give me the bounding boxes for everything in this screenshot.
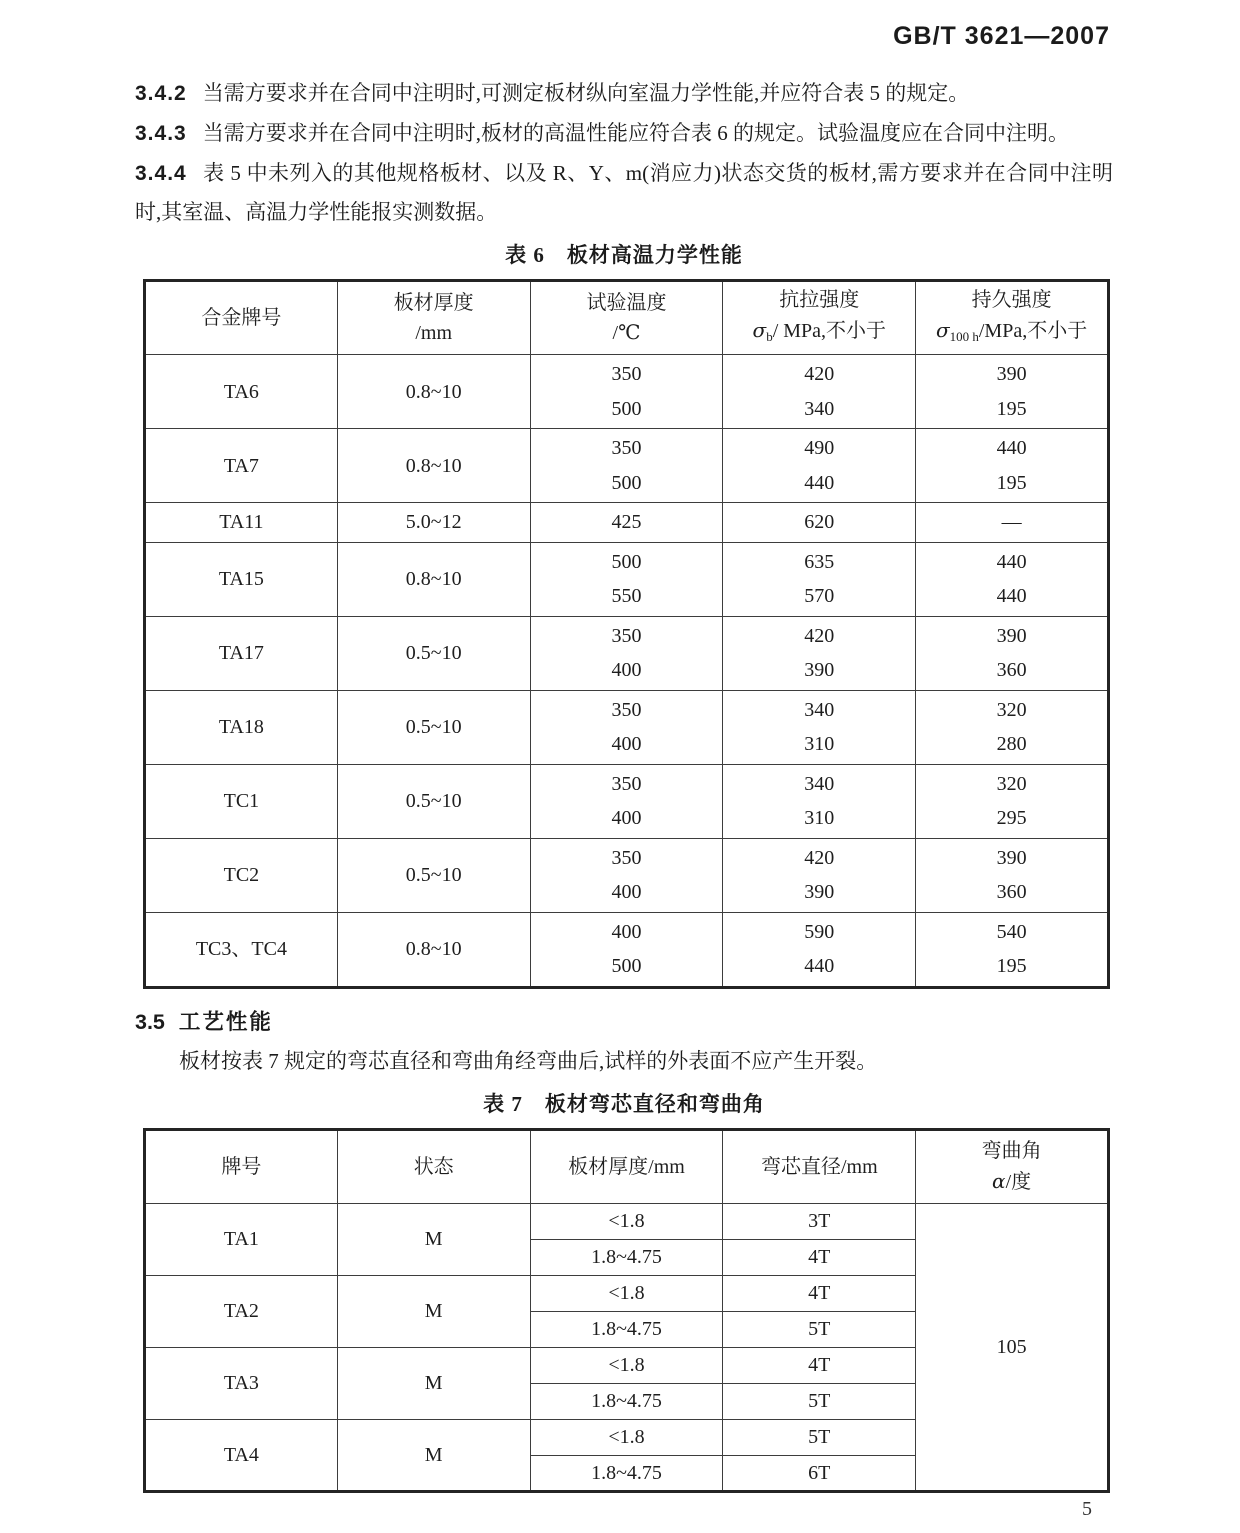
- header-label: 弯芯直径/mm: [760, 1155, 878, 1178]
- state-cell: M: [337, 1419, 530, 1491]
- endurance-cell: [916, 542, 1109, 616]
- sigma-subscript: b: [766, 328, 773, 344]
- table7: [143, 1128, 1110, 1493]
- cell-value: 0.5~10: [405, 642, 462, 664]
- cell-value: 0.5~10: [405, 864, 462, 886]
- table7-body: [145, 1203, 1109, 1491]
- cell-value: 390: [996, 363, 1027, 385]
- alloy-cell: [145, 838, 338, 912]
- table6-title: 表 6 板材高温力学性能: [505, 243, 743, 267]
- endurance-cell: [916, 503, 1109, 543]
- section-number: 3.5: [135, 1009, 165, 1034]
- endurance-cell: [916, 764, 1109, 838]
- table6-row: [145, 503, 1109, 543]
- temperature-cell: [530, 690, 723, 764]
- endurance-cell: [916, 838, 1109, 912]
- temperature-cell: [530, 542, 723, 616]
- thickness-cell: <1.8: [530, 1347, 723, 1383]
- cell-value: TC1: [223, 790, 260, 812]
- table6-body: [145, 355, 1109, 988]
- thickness-cell: <1.8: [530, 1203, 723, 1239]
- tensile-cell: [723, 764, 916, 838]
- cell-value: 310: [804, 807, 835, 829]
- cell-value: 390: [996, 624, 1027, 647]
- section-3-5-heading: [135, 1005, 1113, 1036]
- table6-header-alloy: [145, 281, 338, 355]
- grade-cell: TA1: [145, 1203, 338, 1275]
- table6-row: [145, 616, 1109, 690]
- clause-text: 表 5 中未列入的其他规格板材、以及 R、Y、m(消应力)状态交货的板材,需方要求并在合同中注明时,其室温、高温力学性能报实测数据。: [135, 161, 1113, 224]
- header-unit: [723, 315, 915, 352]
- tensile-cell: [723, 355, 916, 429]
- alloy-cell: [145, 355, 338, 429]
- table6-header-temperature: [530, 281, 723, 355]
- diameter-cell: 5T: [723, 1311, 916, 1347]
- cell-value: 400: [611, 659, 642, 681]
- cell-value: 280: [996, 733, 1027, 755]
- cell-value: TA7: [223, 454, 259, 477]
- cell-value: 620: [804, 511, 835, 533]
- cell-value: 195: [996, 955, 1027, 977]
- sigma-subscript: 100 h: [949, 328, 979, 344]
- cell-value: 500: [611, 397, 642, 420]
- tensile-cell: [723, 503, 916, 543]
- header-label: 合金牌号: [201, 307, 282, 329]
- cell-value: 400: [611, 807, 642, 829]
- alloy-cell: [145, 429, 338, 503]
- cell-value: 500: [611, 955, 642, 977]
- cell-value: 425: [611, 511, 642, 533]
- table6-row: [145, 764, 1109, 838]
- tensile-cell: [723, 616, 916, 690]
- cell-value: 500: [611, 471, 642, 494]
- cell-value: 0.5~10: [405, 716, 462, 738]
- clause-number: 3.4.2: [135, 82, 187, 105]
- cell-value: 350: [611, 846, 642, 869]
- header-unit: /℃: [612, 322, 641, 344]
- thickness-cell: [337, 616, 530, 690]
- diameter-cell: 4T: [723, 1347, 916, 1383]
- cell-value: 195: [996, 397, 1027, 420]
- thickness-cell: [337, 764, 530, 838]
- alloy-cell: [145, 912, 338, 987]
- cell-value: 350: [611, 437, 642, 459]
- cell-value: TA15: [218, 568, 264, 590]
- header-label: 板材厚度: [393, 292, 474, 314]
- thickness-cell: 1.8~4.75: [530, 1311, 723, 1347]
- header-label: 状态: [413, 1155, 454, 1178]
- diameter-cell: 3T: [723, 1203, 916, 1239]
- cell-value: 440: [996, 550, 1027, 573]
- thickness-cell: [337, 912, 530, 987]
- cell-value: 360: [996, 659, 1027, 681]
- cell-value: 350: [611, 624, 642, 647]
- cell-value: 340: [804, 698, 835, 721]
- thickness-cell: 1.8~4.75: [530, 1383, 723, 1419]
- thickness-cell: [337, 429, 530, 503]
- table7-header-row: [145, 1129, 1109, 1203]
- diameter-cell: 6T: [723, 1455, 916, 1491]
- tensile-cell: [723, 690, 916, 764]
- header-unit-text: /MPa,不小于: [978, 319, 1088, 342]
- diameter-cell: 4T: [723, 1239, 916, 1275]
- bend-angle-cell: 105: [916, 1203, 1109, 1491]
- cell-value: 320: [996, 772, 1027, 795]
- header-label: 试验温度: [586, 292, 667, 314]
- cell-value: 195: [996, 471, 1027, 494]
- header-label: 持久强度: [971, 288, 1052, 311]
- cell-value: 540: [996, 920, 1027, 943]
- tensile-cell: [723, 838, 916, 912]
- table6-row: [145, 912, 1109, 987]
- tensile-cell: [723, 429, 916, 503]
- temperature-cell: [530, 764, 723, 838]
- header-unit-text: /度: [1005, 1171, 1032, 1193]
- clause-number: 3.4.4: [135, 162, 187, 185]
- cell-value: 390: [804, 659, 835, 681]
- cell-value: 635: [804, 550, 835, 573]
- cell-value: TC3、TC4: [195, 938, 287, 960]
- endurance-cell: [916, 616, 1109, 690]
- clause-number: 3.4.3: [135, 122, 187, 145]
- cell-value: 350: [611, 698, 642, 721]
- table7-header-state: [337, 1129, 530, 1203]
- table7-header-bend-angle: [916, 1129, 1109, 1203]
- tensile-cell: [723, 542, 916, 616]
- thickness-cell: [337, 838, 530, 912]
- section-title: 工艺性能: [178, 1009, 273, 1034]
- temperature-cell: [530, 503, 723, 543]
- thickness-cell: [337, 542, 530, 616]
- temperature-cell: [530, 616, 723, 690]
- cell-value: TA17: [218, 642, 264, 664]
- cell-value: 5.0~12: [405, 511, 462, 534]
- cell-value: —: [1001, 511, 1022, 533]
- table6-header-thickness: [337, 281, 530, 355]
- header-unit: [916, 315, 1107, 352]
- cell-value: 500: [611, 550, 642, 573]
- sigma-symbol: σ: [752, 317, 767, 342]
- cell-value: 420: [804, 624, 835, 647]
- temperature-cell: [530, 429, 723, 503]
- cell-value: TA18: [218, 716, 264, 738]
- table6-header-tensile: [723, 281, 916, 355]
- cell-value: 350: [611, 363, 642, 385]
- alpha-symbol: α: [992, 1169, 1006, 1193]
- temperature-cell: [530, 838, 723, 912]
- cell-value: 420: [804, 846, 835, 869]
- thickness-cell: [337, 690, 530, 764]
- clause-3-4-3: [135, 114, 1113, 153]
- table6-row: [145, 429, 1109, 503]
- diameter-cell: 5T: [723, 1419, 916, 1455]
- table6-row: [145, 542, 1109, 616]
- grade-cell: TA4: [145, 1419, 338, 1491]
- temperature-cell: [530, 355, 723, 429]
- endurance-cell: [916, 690, 1109, 764]
- alloy-cell: [145, 542, 338, 616]
- table7-title: 表 7 板材弯芯直径和弯曲角: [483, 1091, 765, 1116]
- clause-3-4-4: [135, 154, 1113, 231]
- diameter-cell: 4T: [723, 1275, 916, 1311]
- table7-header-thickness: [530, 1129, 723, 1203]
- standard-code: GB/T 3621—2007: [893, 22, 1110, 50]
- cell-value: 590: [804, 920, 835, 943]
- cell-value: 420: [804, 363, 835, 385]
- cell-value: TC2: [223, 864, 260, 886]
- state-cell: M: [337, 1347, 530, 1419]
- cell-value: 390: [804, 881, 835, 903]
- header-label: 弯曲角: [981, 1140, 1042, 1162]
- cell-value: 440: [804, 471, 835, 494]
- header-unit: /mm: [415, 322, 453, 344]
- table6-header-row: [145, 281, 1109, 355]
- endurance-cell: [916, 355, 1109, 429]
- thickness-cell: <1.8: [530, 1275, 723, 1311]
- section-3-5-body: 板材按表 7 规定的弯芯直径和弯曲角经弯曲后,试样的外表面不应产生开裂。: [179, 1048, 878, 1073]
- cell-value: 490: [804, 437, 835, 459]
- grade-cell: TA3: [145, 1347, 338, 1419]
- page-content: [135, 74, 1113, 1493]
- thickness-cell: [337, 503, 530, 543]
- cell-value: 440: [804, 955, 835, 977]
- thickness-cell: <1.8: [530, 1419, 723, 1455]
- table6-row: [145, 690, 1109, 764]
- alloy-cell: [145, 503, 338, 543]
- header-label: 牌号: [221, 1155, 262, 1178]
- tensile-cell: [723, 912, 916, 987]
- cell-value: 550: [611, 585, 642, 607]
- thickness-cell: [337, 355, 530, 429]
- clause-text: 当需方要求并在合同中注明时,板材的高温性能应符合表 6 的规定。试验温度应在合同中注明。: [202, 121, 1069, 145]
- header-label: 板材厚度/mm: [568, 1155, 685, 1178]
- cell-value: 0.8~10: [405, 938, 462, 960]
- cell-value: 0.5~10: [405, 790, 462, 812]
- alloy-cell: [145, 690, 338, 764]
- clause-text: 当需方要求并在合同中注明时,可测定板材纵向室温力学性能,并应符合表 5 的规定。: [202, 81, 970, 105]
- sigma-symbol: σ: [935, 317, 950, 342]
- cell-value: 390: [996, 846, 1027, 869]
- cell-value: 295: [996, 807, 1027, 829]
- table7-header-diameter: [723, 1129, 916, 1203]
- cell-value: 360: [996, 881, 1027, 903]
- diameter-cell: 5T: [723, 1383, 916, 1419]
- header-unit: [916, 1166, 1107, 1197]
- table7-row: [145, 1203, 1109, 1239]
- cell-value: 340: [804, 772, 835, 795]
- grade-cell: TA2: [145, 1275, 338, 1347]
- alloy-cell: [145, 616, 338, 690]
- cell-value: 400: [611, 733, 642, 755]
- cell-value: 400: [611, 881, 642, 903]
- thickness-cell: 1.8~4.75: [530, 1455, 723, 1491]
- endurance-cell: [916, 429, 1109, 503]
- cell-value: 570: [804, 585, 835, 607]
- cell-value: 440: [996, 585, 1027, 607]
- table7-header-grade: [145, 1129, 338, 1203]
- cell-value: 340: [804, 397, 835, 420]
- table6-row: [145, 838, 1109, 912]
- endurance-cell: [916, 912, 1109, 987]
- state-cell: M: [337, 1203, 530, 1275]
- table6: [143, 279, 1110, 989]
- table6-header-endurance: [916, 281, 1109, 355]
- cell-value: 310: [804, 733, 835, 755]
- page-number: 5: [1082, 1498, 1092, 1520]
- cell-value: 0.8~10: [405, 380, 462, 403]
- cell-value: 320: [996, 698, 1027, 721]
- cell-value: 400: [611, 920, 642, 943]
- state-cell: M: [337, 1275, 530, 1347]
- clause-3-4-2: [135, 74, 1113, 113]
- thickness-cell: 1.8~4.75: [530, 1239, 723, 1275]
- header-unit-text: / MPa,不小于: [772, 319, 887, 342]
- cell-value: TA11: [219, 511, 264, 534]
- cell-value: 0.8~10: [405, 568, 462, 590]
- cell-value: 350: [611, 772, 642, 795]
- table6-row: [145, 355, 1109, 429]
- cell-value: 0.8~10: [405, 454, 462, 477]
- cell-value: 440: [996, 437, 1027, 459]
- cell-value: TA6: [223, 380, 259, 403]
- temperature-cell: [530, 912, 723, 987]
- header-label: 抗拉强度: [779, 288, 860, 311]
- alloy-cell: [145, 764, 338, 838]
